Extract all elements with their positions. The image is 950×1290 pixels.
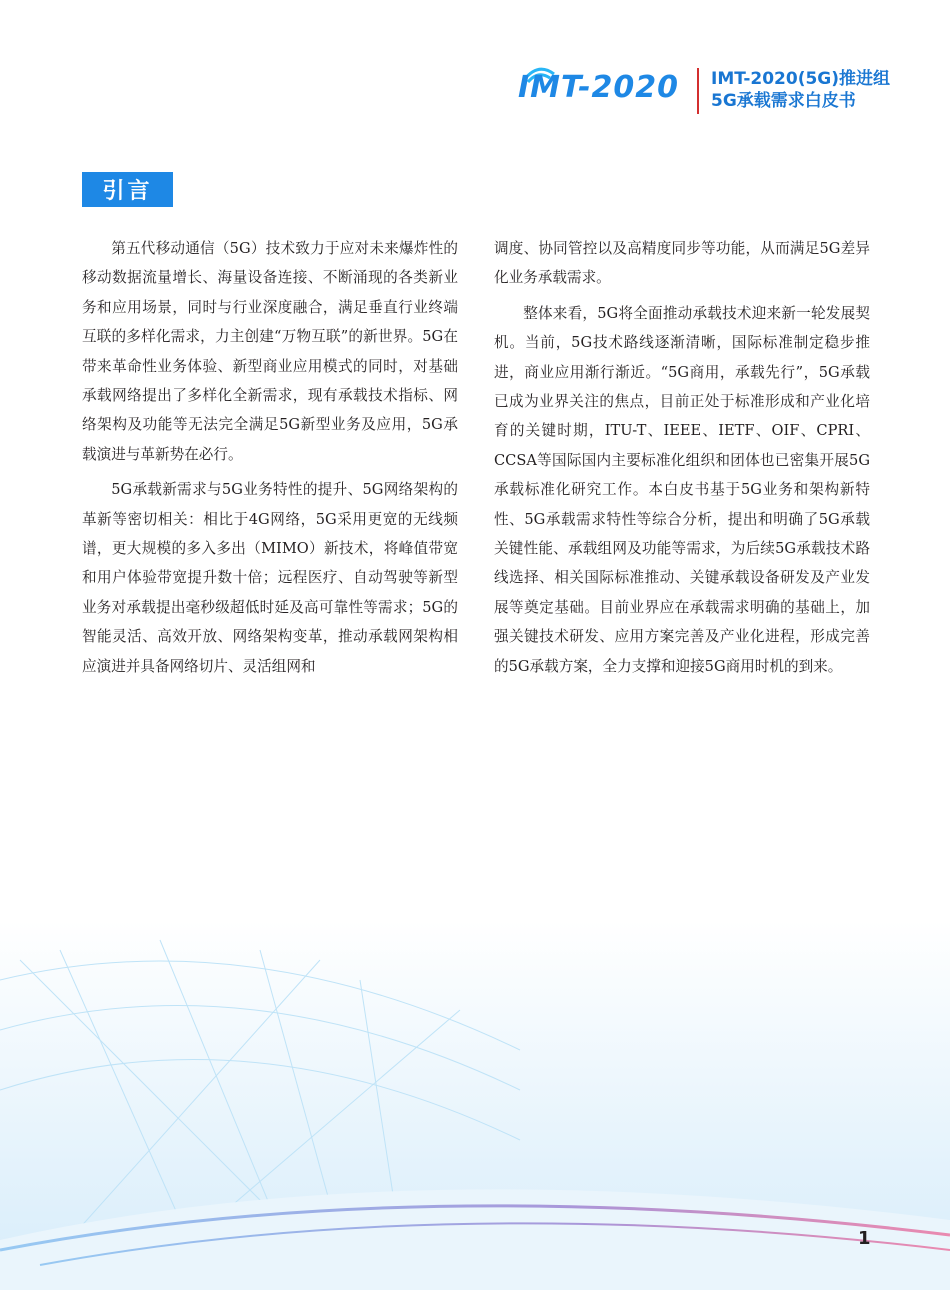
logo-text: IMT-2020 [518,70,680,105]
header-title [711,68,890,112]
paragraph-2-continued: 调度、协同管控以及高精度同步等功能，从而满足5G差异化业务承载需求。 [494,240,870,287]
paragraph-3: 整体来看，5G将全面推动承载技术迎来新一轮发展契机。当前，5G技术路线逐渐清晰，国际标准制定稳步推进，商业应用渐行渐近。“5G商用，承载先行”，5G承载已成为业界关注的焦点，目前正处于标准形成和产业化培育的关键时期，ITU-T、IEEE、IETF、OIF、CPRI、CCSA等国际国内主要标准化组织和团体也已密集开展5G承载标准化研究工作。本白皮书基于5G业务和架构新特性、5G承载需求特性等综合分析，提出和明确了5G承载关键性能、承载组网及功能等需求，为后续5G承载技术路线选择、相关国际标准推动、关键承载设备研发及产业发展等奠定基础。目前业界应在承载需求明确的基础上，加强关键技术研发、应用方案完善及产业化进程，形成完善的5G承载方案，全力支撑和迎接5G商用时机的到来。 [494,304,870,675]
page-number: 1 [858,1228,871,1249]
paragraph-2: 5G承载新需求与5G业务特性的提升、5G网络架构的革新等密切相关：相比于4G网络，5G采用更宽的无线频谱，更大规模的多入多出（MIMO）新技术，将峰值带宽和用户体验带宽提升数十倍；远程医疗、自动驾驶等新型业务对承载提出毫秒级超低时延及高可靠性等需求；5G的智能灵活、高效开放、网络架构变革，推动承载网架构相应演进并具备网络切片、灵活组网和 [82,481,458,675]
left-column [82,234,458,687]
header-title-line2: 5G承载需求白皮书 [711,91,856,111]
paragraph-1: 第五代移动通信（5G）技术致力于应对未来爆炸性的移动数据流量增长、海量设备连接、不断涌现的各类新业务和应用场景，同时与行业深度融合，满足垂直行业终端互联的多样化需求，力主创建“万物互联”的新世界。5G在带来革命性业务体验、新型商业应用模式的同时，对基础承载网络提出了多样化全新需求，现有承载技术指标、网络架构及功能等无法完全满足5G新型业务及应用，5G承载演进与革新势在必行。 [82,240,458,463]
right-column [494,234,870,687]
imt2020-logo [518,60,688,120]
section-title: 引言 [82,172,173,207]
header-title-line1: IMT-2020(5G)推进组 [711,69,891,89]
header-divider [697,68,699,114]
decorative-globe-background [0,920,950,1290]
